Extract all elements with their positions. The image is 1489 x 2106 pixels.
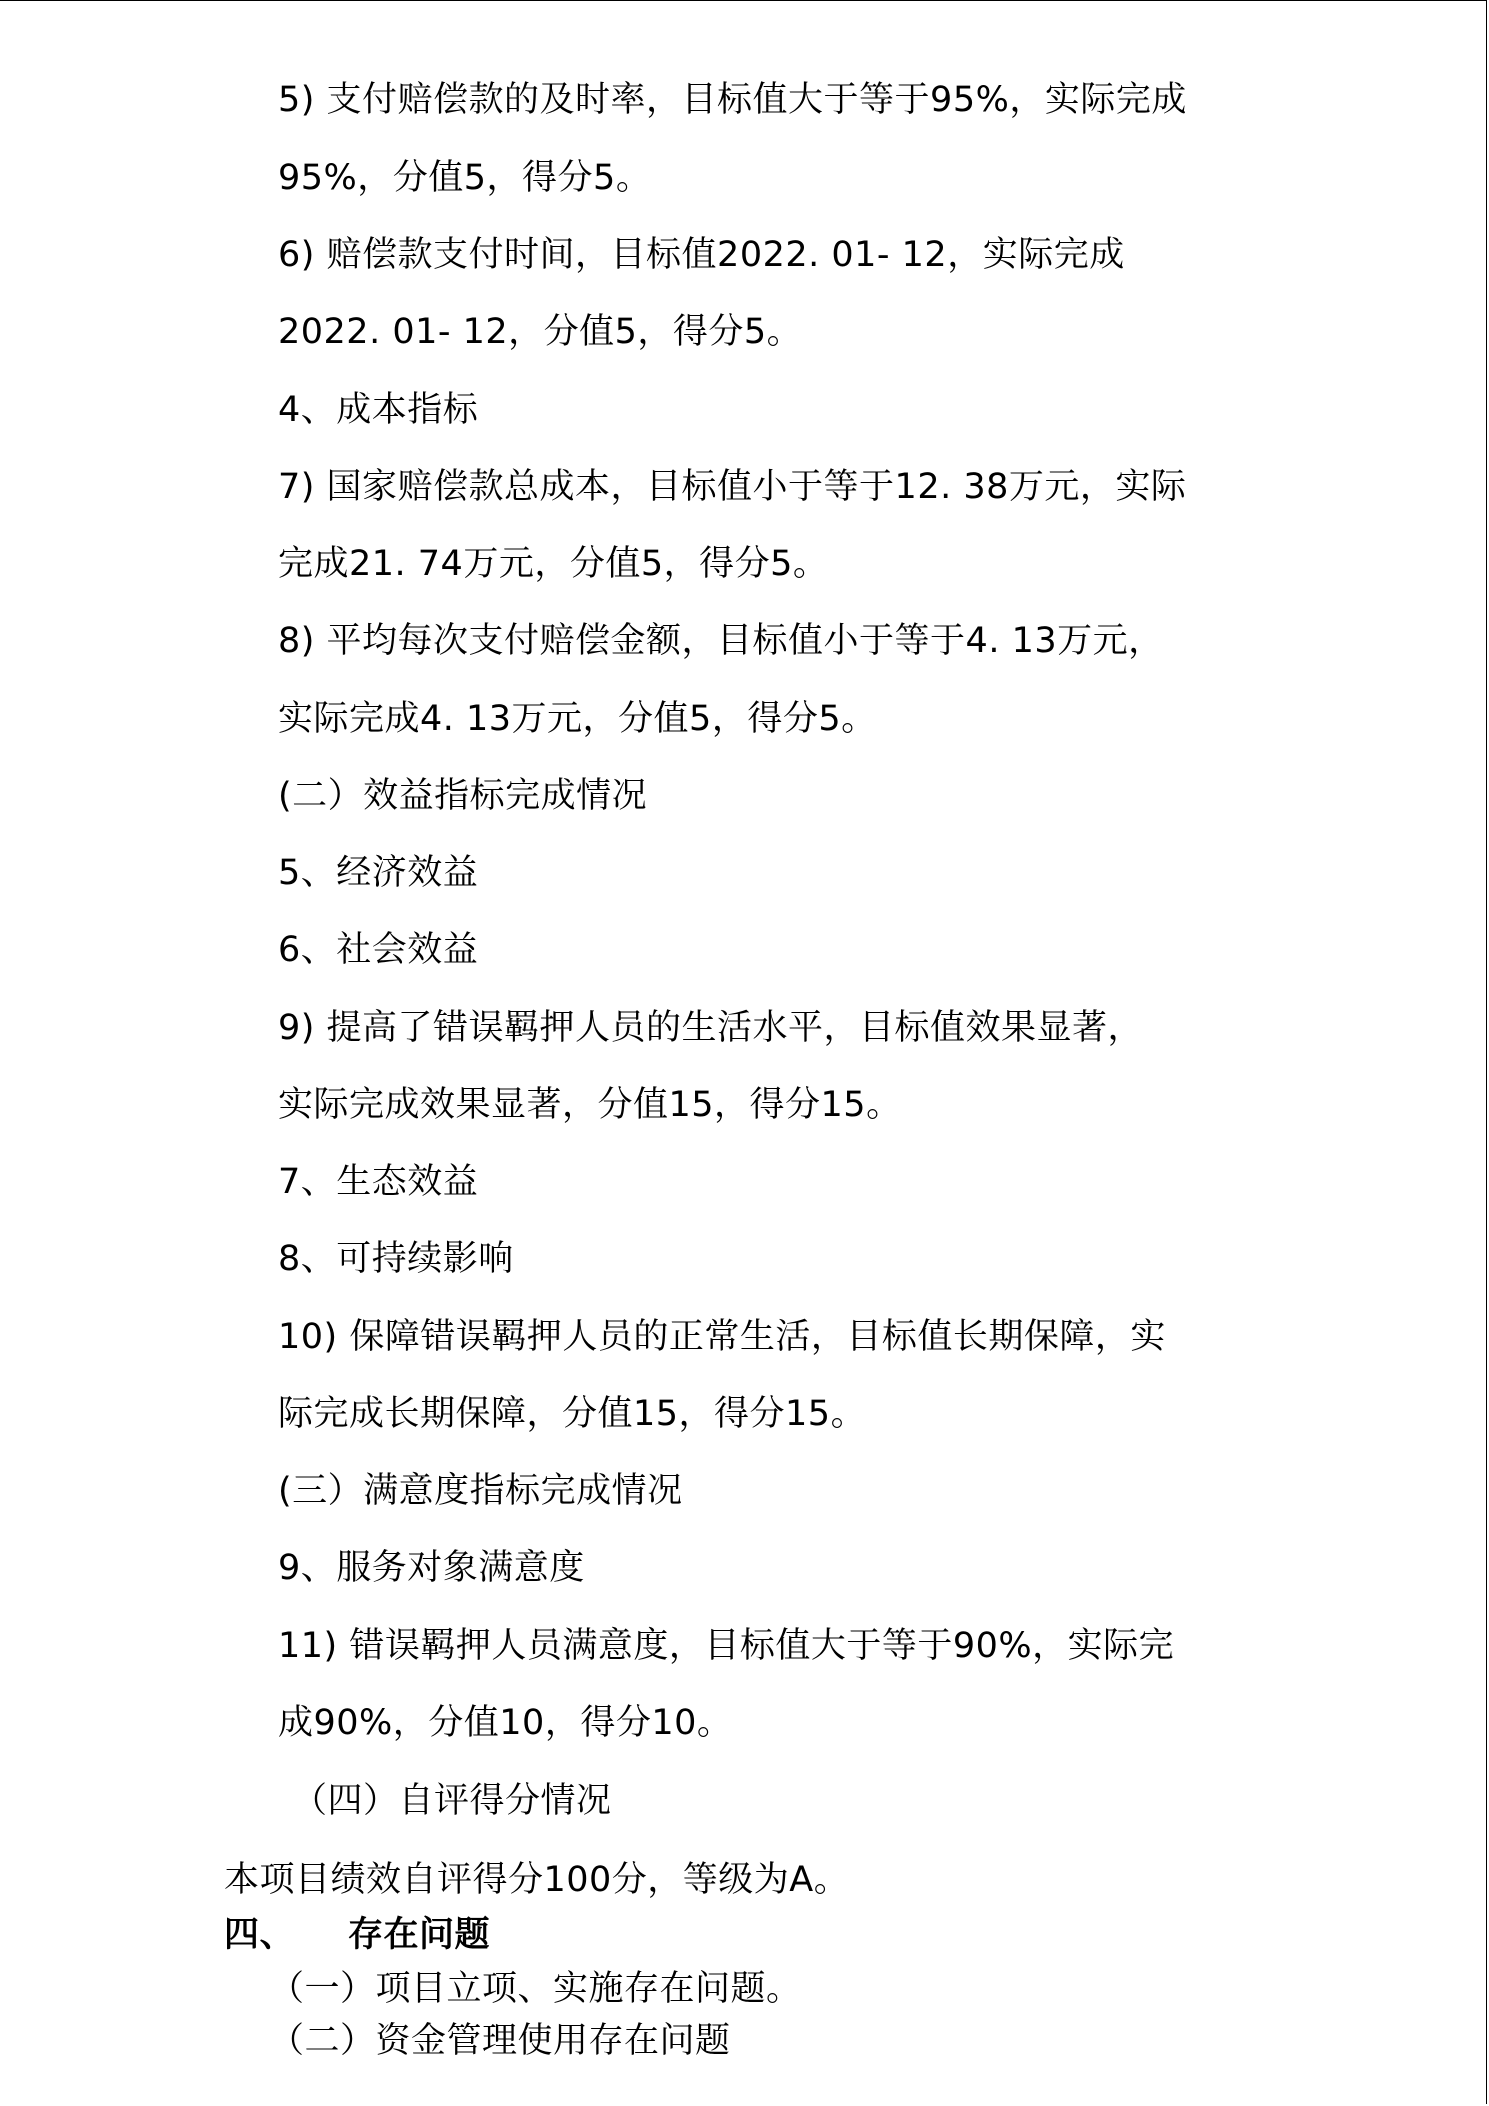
paragraph-line: 成90%，分值10，得分10。 xyxy=(278,1703,733,1743)
paragraph-line: 际完成长期保障，分值15，得分15。 xyxy=(278,1394,867,1434)
paragraph-line: 5) 支付赔偿款的及时率，目标值大于等于95%，实际完成 xyxy=(278,80,1187,120)
subheading: 7、生态效益 xyxy=(278,1162,479,1202)
paragraph-line: 9) 提高了错误羁押人员的生活水平，目标值效果显著， xyxy=(278,1008,1144,1048)
subheading: 6、社会效益 xyxy=(278,930,479,970)
subheading: (三）满意度指标完成情况 xyxy=(278,1471,683,1511)
subheading: 9、服务对象满意度 xyxy=(278,1548,585,1588)
section-number: 四、 xyxy=(224,1915,296,1955)
subheading: （四）自评得分情况 xyxy=(292,1781,612,1821)
paragraph-line: 6) 赔偿款支付时间，目标值2022. 01- 12，实际完成 xyxy=(278,235,1125,275)
section-item: （二）资金管理使用存在问题 xyxy=(269,2021,731,2061)
paragraph-line: 2022. 01- 12，分值5，得分5。 xyxy=(278,312,803,352)
paragraph-line: 实际完成4. 13万元，分值5，得分5。 xyxy=(278,699,877,739)
paragraph-line: 11) 错误羁押人员满意度，目标值大于等于90%，实际完 xyxy=(278,1626,1175,1666)
section-title: 存在问题 xyxy=(348,1915,491,1955)
section-heading xyxy=(224,1913,490,1957)
paragraph-line: 8) 平均每次支付赔偿金额，目标值小于等于4. 13万元， xyxy=(278,621,1164,661)
subheading: 4、成本指标 xyxy=(278,390,479,430)
paragraph-line: 95%，分值5，得分5。 xyxy=(278,158,652,198)
paragraph-line: 实际完成效果显著，分值15，得分15。 xyxy=(278,1085,902,1125)
paragraph-line: 7) 国家赔偿款总成本，目标值小于等于12. 38万元，实际 xyxy=(278,467,1187,507)
paragraph-line: 本项目绩效自评得分100分，等级为A。 xyxy=(224,1860,850,1900)
section-item: （一）项目立项、实施存在问题。 xyxy=(269,1969,802,2009)
subheading: 5、经济效益 xyxy=(278,853,479,893)
subheading: (二）效益指标完成情况 xyxy=(278,776,648,816)
paragraph-line: 10) 保障错误羁押人员的正常生活，目标值长期保障，实 xyxy=(278,1317,1166,1357)
paragraph-line: 完成21. 74万元，分值5，得分5。 xyxy=(278,544,829,584)
subheading: 8、可持续影响 xyxy=(278,1239,514,1279)
